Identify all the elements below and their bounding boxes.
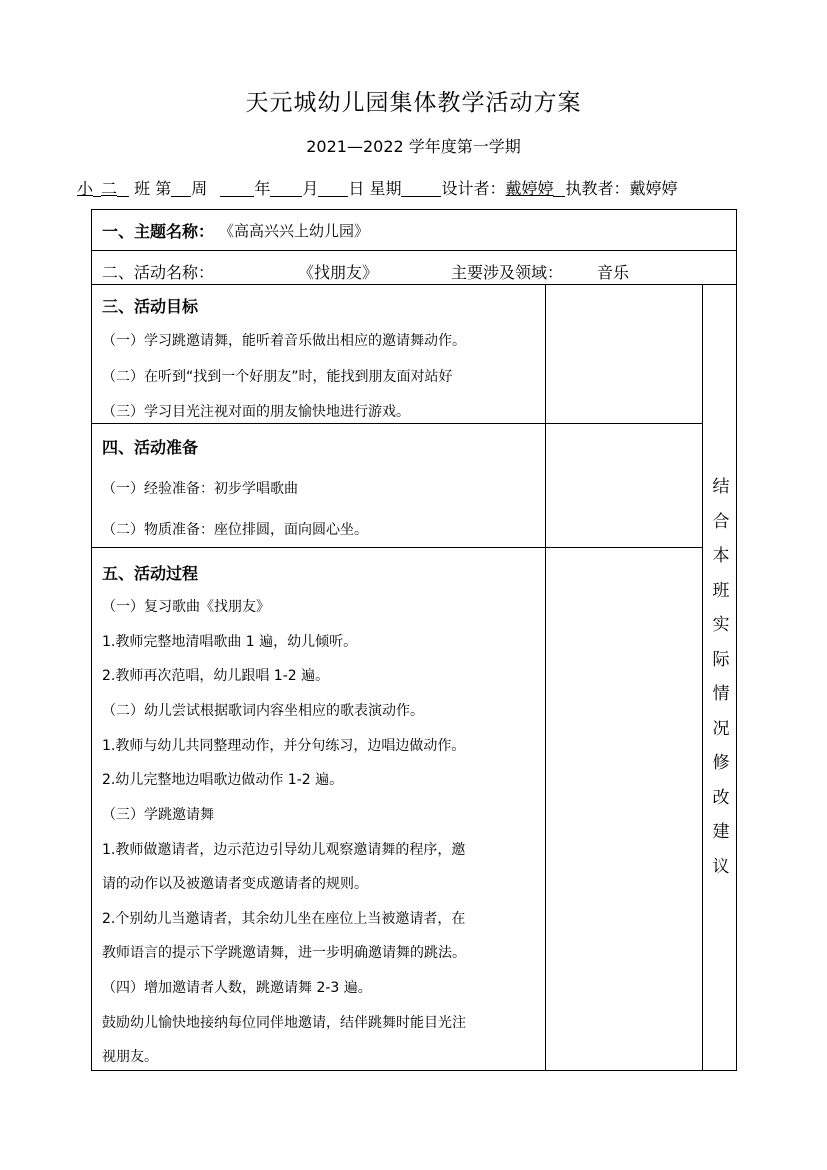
row-divider-3	[91, 423, 702, 424]
theme-value: 《高高兴兴上幼儿园》	[219, 222, 370, 240]
activity-value: 《找朋友》	[298, 263, 379, 282]
row-divider-1	[91, 250, 737, 251]
domain-value: 音乐	[597, 263, 630, 282]
week-label: 周	[191, 179, 208, 198]
goal-item: （二）在听到“找到一个好朋友”时，能找到朋友面对站好	[102, 369, 453, 385]
col-divider-1	[545, 284, 546, 1071]
semester-subtitle: 2021—2022 学年度第一学期	[306, 137, 521, 156]
activity-label: 二、活动名称：	[102, 263, 215, 282]
theme-label: 一、主题名称：	[102, 222, 215, 241]
process-line: 请的动作以及被邀请者变成邀请者的规则。	[102, 876, 368, 892]
goal-item: （一）学习跳邀请舞，能听着音乐做出相应的邀请舞动作。	[102, 333, 466, 349]
class-suffix: 班 第	[134, 179, 172, 198]
process-line: 1.教师做邀请者，边示范边引导幼儿观察邀请舞的程序，邀	[102, 842, 466, 858]
process-line: 1.教师与幼儿共同整理动作，并分句练习，边唱边做动作。	[102, 738, 466, 754]
process-heading: 五、活动过程	[102, 564, 199, 583]
process-line: 教师语言的提示下学跳邀请舞，进一步明确邀请舞的跳法。	[102, 945, 466, 961]
page-title: 天元城幼儿园集体教学活动方案	[245, 90, 582, 116]
teacher-name: 戴婷婷	[629, 179, 678, 198]
prep-heading: 四、活动准备	[102, 438, 199, 457]
designer-name: 戴婷婷	[505, 179, 554, 198]
designer-gap	[553, 180, 565, 197]
day-blank	[318, 180, 348, 197]
process-line: 2.个别幼儿当邀请者，其余幼儿坐在座位上当被邀请者，在	[102, 911, 466, 927]
year-blank	[220, 180, 254, 197]
goal-item: （三）学习目光注视对面的朋友愉快地进行游戏。	[102, 404, 410, 420]
class-gap-2	[117, 180, 129, 197]
process-line: （一）复习歌曲《找朋友》	[102, 599, 270, 615]
weekday-blank	[401, 180, 441, 197]
teacher-label: 执教者：	[565, 179, 630, 198]
domain-label: 主要涉及领域：	[451, 263, 564, 282]
class-value: 二	[101, 179, 118, 198]
process-line: 视朋友。	[102, 1049, 158, 1065]
year-label: 年	[254, 179, 271, 198]
class-gap	[93, 180, 101, 197]
prep-item: （一）经验准备：初步学唱歌曲	[102, 481, 298, 497]
month-blank	[270, 180, 302, 197]
class-prefix: 小	[77, 179, 94, 198]
side-note: 结合本班实际情况修改建议	[712, 477, 730, 877]
row-divider-2	[91, 284, 737, 285]
process-line: （二）幼儿尝试根据歌词内容坐相应的歌表演动作。	[102, 703, 424, 719]
col-divider-2	[702, 284, 703, 1071]
process-line: 2.教师再次范唱，幼儿跟唱 1-2 遍。	[102, 668, 330, 684]
week-blank	[171, 180, 191, 197]
process-line: （四）增加邀请者人数，跳邀请舞 2-3 遍。	[102, 980, 372, 996]
goals-heading: 三、活动目标	[102, 297, 199, 316]
prep-item: （二）物质准备：座位排圆，面向圆心坐。	[102, 522, 368, 538]
info-line	[77, 176, 777, 199]
process-line: 2.幼儿完整地边唱歌边做动作 1-2 遍。	[102, 772, 344, 788]
process-line: 1.教师完整地清唱歌曲 1 遍，幼儿倾听。	[102, 634, 358, 650]
process-line: （三）学跳邀请舞	[102, 807, 214, 823]
month-label: 月	[302, 179, 319, 198]
process-line: 鼓励幼儿愉快地接纳每位同伴地邀请，结伴跳舞时能目光注	[102, 1015, 466, 1031]
designer-label: 设计者：	[441, 179, 506, 198]
row-divider-4	[91, 547, 702, 548]
day-label: 日 星期	[348, 179, 402, 198]
